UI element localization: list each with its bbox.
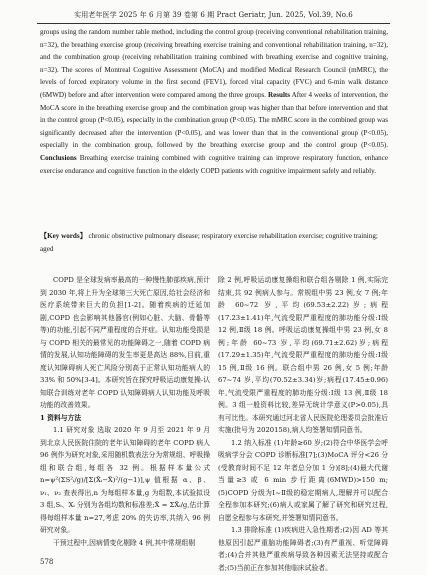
abstract-paragraph <box>40 26 388 177</box>
keywords <box>40 230 388 255</box>
page-number: 578 <box>40 558 54 566</box>
conclusions-label: Conclusions <box>40 153 77 162</box>
section-heading: 1 资料与方法 <box>40 413 82 422</box>
keywords-label: 【Key words】 <box>40 232 87 240</box>
inclusion-criteria: 1.2 纳入标准 (1)年龄≥60 岁;(2)符合中华医学会呼吸病学分会 COPD 诊断标准[7];(3)MoCA 评分<26 分(受教育时间不足 12 年者总分加 1 分)[8];(4)最大代谢当量≥3 或 6 min 步行距离(6MWD)>150 m;(5)COPD 分级为Ⅰ~Ⅱ级的稳定期病人,理解并可以配合全程参加本研究;(6)病人或家属了解了研究和研究过程,自愿全程参与本研究,并签署知情同意书。 <box>218 438 388 522</box>
results-label: Results <box>267 90 291 99</box>
right-column <box>218 274 388 574</box>
abstract <box>40 26 388 177</box>
abstract-results: After 4 weeks of intervention, the MoCA score in the breathing exercise group and the combination group was higher than that before intervention and that in the control group (P<0.05), especially in the combination group (P<0.05). The mMRC score in the combined group was significantly decreased after the intervention (P<0.05), and was lower than that in the conventional group (P<0.05), especially in the combination group, followed by the breathing exercise group and the control group (P<0.05). <box>40 90 388 150</box>
exclusion-criteria: 1.3 排除标准 (1)疾病进入急性期者;(2)因 AD 等其他原因引起严重脑功能障碍者;(3)有严重视、听觉障碍者;(4)合并其他严重疾病导致各种因素无法坚持或配合者;(5)当前正在参加其他临床试验者。 <box>218 526 388 572</box>
journal-header: 实用老年医学 2025 年 6 月第 39 卷第 6 期 Pract Geriatr, Jun. 2025, Vol.39, No.6 <box>74 11 353 19</box>
intro-paragraph: COPD 是全球发病率最高的一种慢性肺部疾病,预计到 2030 年,将上升为全球第三大死亡原因,给社会经济和医疗系统带来巨大的负担[1-2]。随着疾病的迁延加剧,COPD 也会影响其他器官(例如心脏、大脑、骨骼等等)的功能,引起不同严重程度的合并症。认知功能受损是与 COPD 相关的最常见的功能障碍之一,随着 COPD 病情的发展,认知功能障碍的发生率更是高达 88%,目前,重度认知障碍病人死亡风险分别高于正常认知功能病人的 33% 和 50%[3-4]。本研究旨在探究呼吸运动康复操-认知联合训练对老年 COPD 认知障碍病人认知功能及呼吸功能的改善效果。 <box>40 276 210 409</box>
abstract-conclusions: Breathing exercise training combined with cognitive training can improve respiratory function, enhance exercise endurance and cognitive function in the elderly COPD patients with cognitive impairment safely and reliably. <box>40 153 388 175</box>
left-column <box>40 274 210 549</box>
abstract-methods: groups using the random number table method, including the control group (receiving conventional rehabilitation training, n=32), the breathing exercise group (receiving breathing exercise training and conventional rehabilitation training, n=32), and the combination group (receiving rehabilitation training combined with breathing exercise and cognitive training, n=32). The scores of Montreal Cognitive Assessment (MoCA) and modified Medical Research Council (mMRC), the levels of forced expiratory volume in the first second (FEV1), forced vital capacity (FVC) and 6-min walk distance (6MWD) before and after intervention were compared among the three groups. <box>40 28 388 99</box>
subjects-paragraph: 1.1 研究对象 选取 2020 年 9 月至 2021 年 9 月到北京人民医院住院的老年认知障碍的老年 COPD 病人 96 例作为研究对象,采用随机数表法分为常规组、呼吸操组和联合组,每组各 32 例。根据样本量公式 n=ψ²(ΣS²ᵢ/g)/[Σ(X̄ᵢ−X̄)²/(g−1)],ψ 值根据 α、β、ν₁、ν₂ 查表得出,n 为每组样本量,g 为组数,本试验拟设 3 组,Sᵢ、Xᵢ 分别为各组均数和标准差;X̄ = ΣX̄ᵢ/g,估计算得每组样本量 n=27,考虑 20% 的失访率,共纳入 96 例研究对象。 <box>40 426 210 534</box>
exclusion-paragraph: 干预过程中,因病情变化剔除 4 例,其中常规组剔 <box>53 538 196 547</box>
header-rule <box>37 23 390 24</box>
keywords-text: chronic obstructive pulmonary disease; respiratory exercise rehabilitation exercise; cognitive training; aged <box>40 232 378 253</box>
subjects-continued: 除 2 例,呼吸运动康复操组和联合组各剔除 1 例,实际完结束,共 92 例病人参与。常规组中男 23 例,女 7 例;年龄 60~72 岁,平均(69.53±2.22)岁;病程(17.23±1.41)年,气流受限严重程度的肺功能分级:Ⅰ级 12 例,Ⅱ级 18 例。呼吸运动康复操组中男 23 例,女 8 例;年龄 60~73 岁,平均(69.71±2.62)岁;病程(17.29±1.35)年,气流受限严重程度的肺功能分级:Ⅰ级 15 例,Ⅱ级 16 例。联合组中男 26 例,女 5 例;年龄 67~74 岁,平均(70.52±3.34)岁;病程(17.45±0.96)年,气流受限严重程度的肺功能分级:Ⅰ级 13 例,Ⅱ级 18 例。3 组一般资料比较,差异无统计学意义(P>0.05),具有可比性。本研究通过河北省人民医院伦理委员会批准后实施(批号为 2020158),病人均签署知情同意书。 <box>218 276 388 434</box>
